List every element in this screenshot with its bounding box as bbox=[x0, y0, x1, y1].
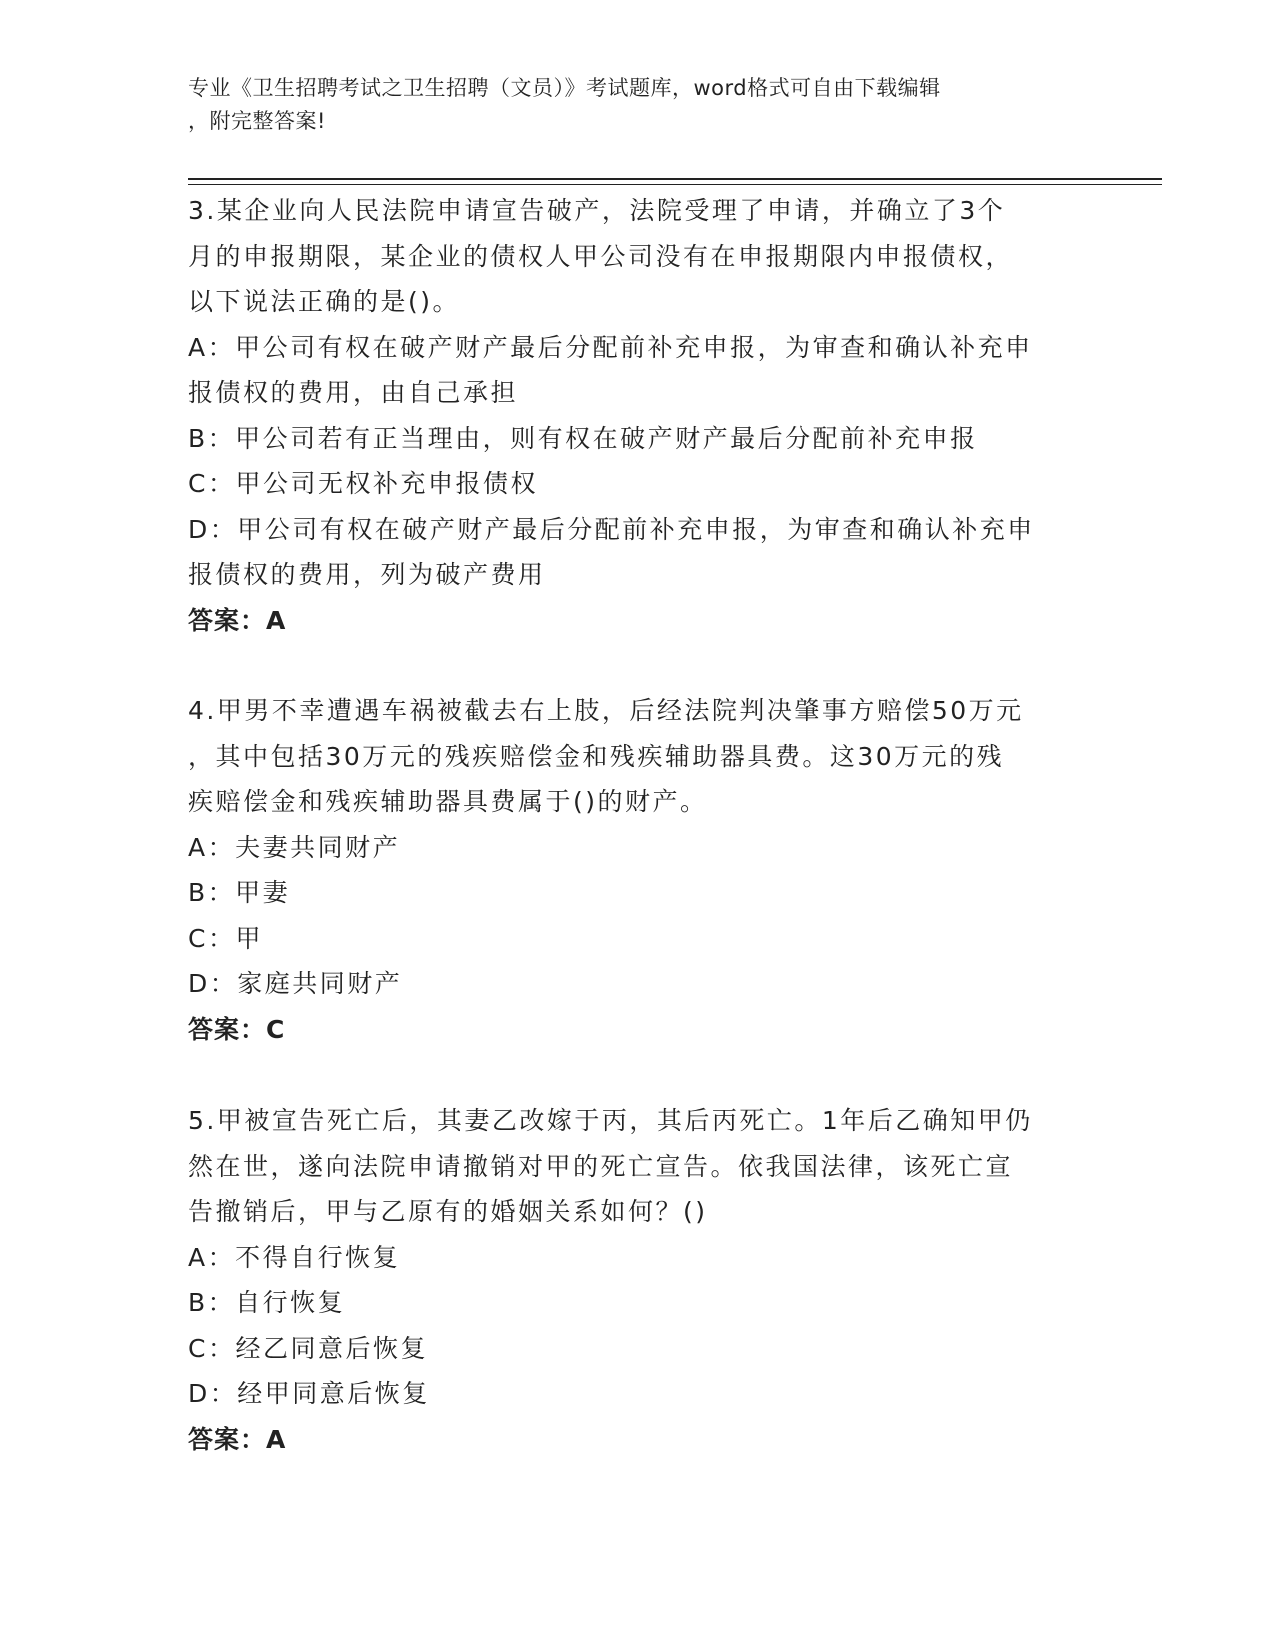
option-c bbox=[188, 1326, 1088, 1372]
option-a bbox=[188, 825, 1088, 871]
option-c bbox=[188, 916, 1088, 962]
option-line: 报债权的费用，列为破产费用 bbox=[188, 560, 546, 589]
option-line: C：甲 bbox=[188, 923, 263, 953]
option-d bbox=[188, 1371, 1088, 1417]
header-line-1: 专业《卫生招聘考试之卫生招聘（文员）》考试题库，word格式可自由下载编辑 bbox=[188, 76, 941, 100]
header-divider-thick bbox=[188, 178, 1162, 180]
document-header bbox=[188, 72, 1078, 138]
option-a bbox=[188, 325, 1088, 416]
option-line: D：经甲同意后恢复 bbox=[188, 1379, 430, 1408]
option-line: 报债权的费用，由自己承担 bbox=[188, 378, 519, 407]
question-stem-line: 以下说法正确的是()。 bbox=[188, 287, 461, 316]
answer-label: 答案：A bbox=[188, 605, 287, 635]
question-4 bbox=[188, 688, 1088, 1052]
option-a bbox=[188, 1235, 1088, 1281]
option-line: D：甲公司有权在破产财产最后分配前补充申报，为审查和确认补充申 bbox=[188, 514, 1035, 544]
option-c bbox=[188, 461, 1088, 507]
option-b bbox=[188, 416, 1088, 462]
option-line: B：甲公司若有正当理由，则有权在破产财产最后分配前补充申报 bbox=[188, 423, 978, 453]
option-line: A：甲公司有权在破产财产最后分配前补充申报，为审查和确认补充申 bbox=[188, 332, 1033, 362]
option-line: C：甲公司无权补充申报债权 bbox=[188, 469, 538, 498]
question-stem-line: 疾赔偿金和残疾辅助器具费属于()的财产。 bbox=[188, 787, 708, 816]
answer-label: 答案：C bbox=[188, 1014, 286, 1044]
option-line: B：甲妻 bbox=[188, 878, 291, 907]
option-line: B：自行恢复 bbox=[188, 1288, 346, 1317]
option-b bbox=[188, 870, 1088, 916]
option-d bbox=[188, 961, 1088, 1007]
question-3 bbox=[188, 188, 1088, 643]
option-line: A：夫妻共同财产 bbox=[188, 832, 401, 862]
question-stem-line: ，其中包括30万元的残疾赔偿金和残疾辅助器具费。这30万元的残 bbox=[188, 741, 1005, 771]
header-line-2: ，附完整答案! bbox=[188, 109, 326, 133]
question-stem-line: 告撤销后，甲与乙原有的婚姻关系如何？() bbox=[188, 1197, 708, 1226]
question-5 bbox=[188, 1098, 1088, 1462]
question-stem-line: 然在世，遂向法院申请撤销对甲的死亡宣告。依我国法律，该死亡宣 bbox=[188, 1151, 1014, 1181]
question-stem-line: 4.甲男不幸遭遇车祸被截去右上肢，后经法院判决肇事方赔偿50万元 bbox=[188, 696, 1024, 725]
answer-label: 答案：A bbox=[188, 1424, 287, 1454]
header-divider-thin bbox=[188, 184, 1162, 185]
option-b bbox=[188, 1280, 1088, 1326]
option-d bbox=[188, 507, 1088, 598]
option-line: A：不得自行恢复 bbox=[188, 1242, 401, 1272]
option-line: D：家庭共同财产 bbox=[188, 969, 403, 998]
option-line: C：经乙同意后恢复 bbox=[188, 1333, 428, 1363]
question-stem-line: 3.某企业向人民法院申请宣告破产，法院受理了申请，并确立了3个 bbox=[188, 196, 1006, 225]
question-stem-line: 月的申报期限，某企业的债权人甲公司没有在申报期限内申报债权， bbox=[188, 241, 1014, 271]
question-stem-line: 5.甲被宣告死亡后，其妻乙改嫁于丙，其后丙死亡。1年后乙确知甲仍 bbox=[188, 1106, 1033, 1135]
